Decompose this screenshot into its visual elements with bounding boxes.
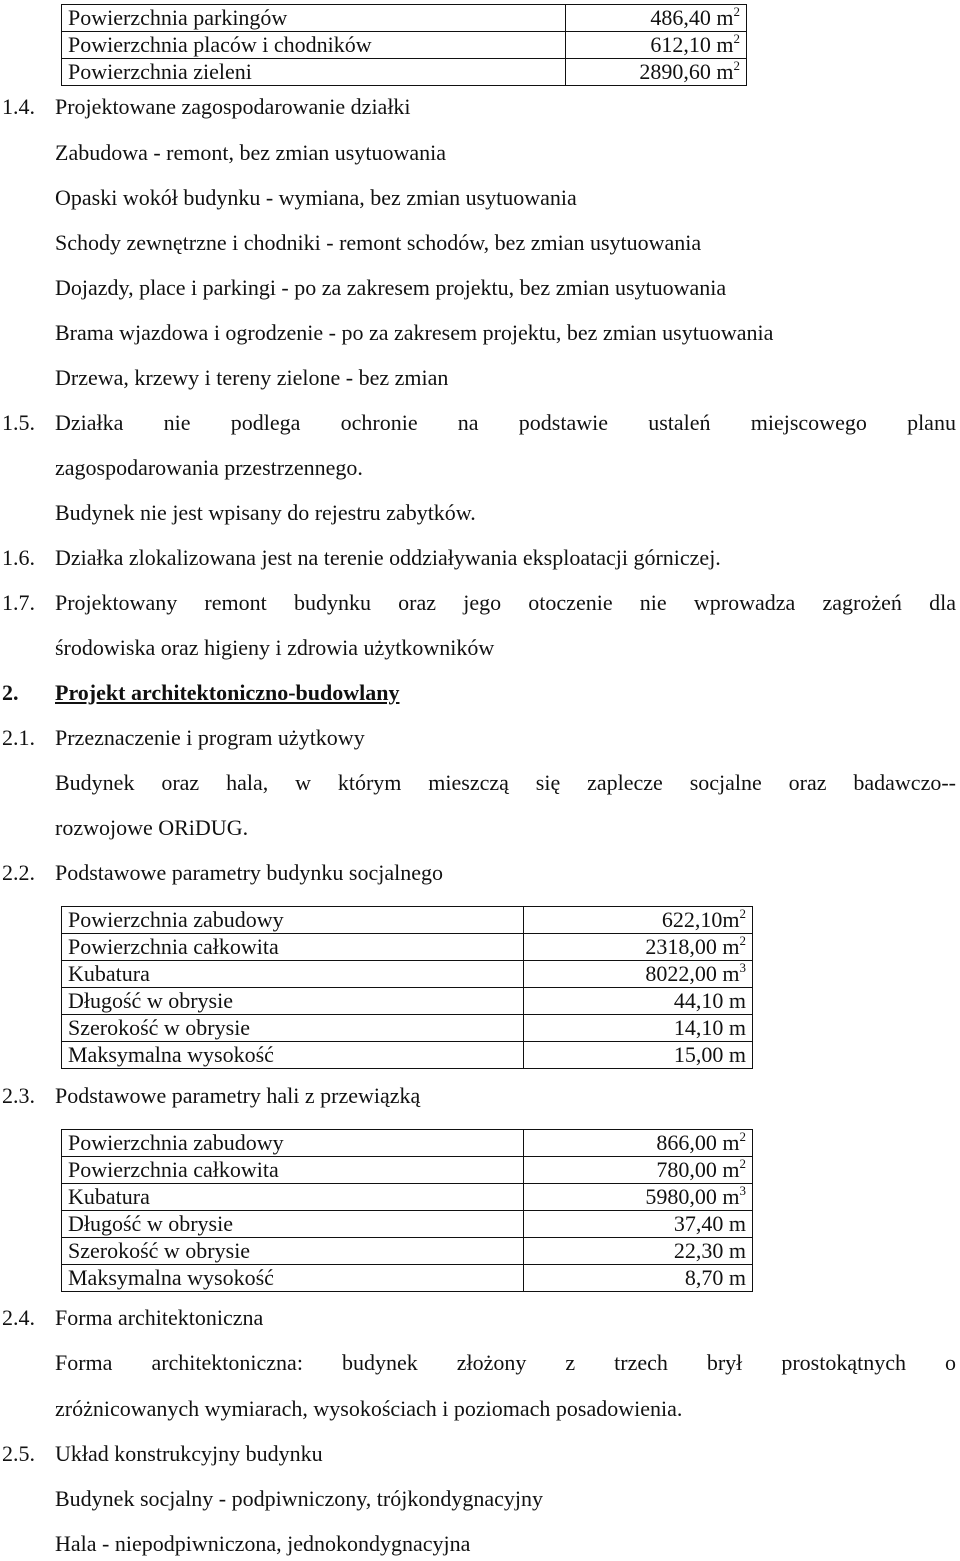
table-row xyxy=(62,961,753,988)
word: Budynek xyxy=(55,770,135,795)
word: się xyxy=(535,770,561,795)
word: zagrożeń xyxy=(822,590,902,615)
parameter-value xyxy=(523,1265,752,1292)
unit-exponent: 3 xyxy=(739,1183,746,1198)
word: planu xyxy=(907,410,956,435)
word: oraz xyxy=(398,590,436,615)
table-row xyxy=(62,1184,753,1211)
parameter-value xyxy=(523,1015,752,1042)
word: ustaleń xyxy=(648,410,711,435)
parameter-label: Kubatura xyxy=(62,961,524,988)
section-number: 2.2. xyxy=(2,860,35,885)
word: oraz xyxy=(161,770,200,795)
unit-exponent: 2 xyxy=(733,4,740,19)
parameter-value xyxy=(566,5,747,32)
value-text: 2318,00 m xyxy=(645,934,740,959)
value-text: 622,10m xyxy=(661,907,740,932)
parameter-value xyxy=(523,907,752,934)
word: o xyxy=(944,1350,956,1375)
section-number: 2.5. xyxy=(2,1441,35,1466)
section-number: 2.4. xyxy=(2,1305,35,1330)
unit-exponent: 3 xyxy=(739,960,746,975)
value-text: 486,40 m xyxy=(650,5,734,30)
list-item: Dojazdy, place i parkingi - po za zakresem projektu, bez zmian usytuowania xyxy=(55,275,727,300)
parameter-label: Kubatura xyxy=(62,1184,524,1211)
word: Działka xyxy=(55,410,124,435)
word: mieszczą xyxy=(428,770,509,795)
parameter-label: Powierzchnia zabudowy xyxy=(62,1130,524,1157)
word: hala, xyxy=(226,770,269,795)
word: remont xyxy=(204,590,267,615)
word: miejscowego xyxy=(750,410,867,435)
parameter-value xyxy=(523,1238,752,1265)
section-number: 2.3. xyxy=(2,1083,35,1108)
list-item: Zabudowa - remont, bez zmian usytuowania xyxy=(55,140,446,165)
plot-area-table xyxy=(61,4,747,86)
word: podlega xyxy=(230,410,301,435)
unit-exponent: 2 xyxy=(739,933,746,948)
parameter-label: Szerokość w obrysie xyxy=(62,1015,524,1042)
section-number: 1.6. xyxy=(2,545,35,570)
parameter-value xyxy=(523,961,752,988)
paragraph-line: Budynek nie jest wpisany do rejestru zabytków. xyxy=(55,500,476,525)
word: socjalne xyxy=(689,770,762,795)
table-row xyxy=(62,1238,753,1265)
table-row xyxy=(62,32,747,59)
unit-exponent: 2 xyxy=(739,906,746,921)
value-text: 8,70 m xyxy=(684,1265,746,1290)
value-text: 780,00 m xyxy=(656,1157,740,1182)
unit-exponent: 2 xyxy=(733,31,740,46)
section-title: Podstawowe parametry hali z przewiązką xyxy=(55,1083,421,1108)
unit-exponent: 2 xyxy=(733,58,740,73)
word: nie xyxy=(639,590,667,615)
hall-parameters-table xyxy=(61,1129,753,1292)
parameter-value xyxy=(523,1211,752,1238)
table-row xyxy=(62,1265,753,1292)
section-number: 1.4. xyxy=(2,94,35,119)
parameter-label: Powierzchnia placów i chodników xyxy=(62,32,566,59)
parameter-label: Powierzchnia parkingów xyxy=(62,5,566,32)
building-parameters-table xyxy=(61,906,753,1069)
value-text: 2890,60 m xyxy=(639,59,734,84)
section-number: 2.1. xyxy=(2,725,35,750)
parameter-value xyxy=(523,1042,752,1069)
parameter-value xyxy=(523,1130,752,1157)
table-row xyxy=(62,907,753,934)
justified-line xyxy=(55,772,956,794)
table-row xyxy=(62,1157,753,1184)
word: budynek xyxy=(341,1350,418,1375)
section-number: 1.5. xyxy=(2,410,35,435)
table-row xyxy=(62,1211,753,1238)
word: na xyxy=(457,410,479,435)
word: otoczenie xyxy=(528,590,613,615)
paragraph-line: zróżnicowanych wymiarach, wysokościach i poziomach posadowienia. xyxy=(55,1396,683,1421)
value-text: 22,30 m xyxy=(673,1238,746,1263)
chapter-title: Projekt architektoniczno-budowlany xyxy=(55,680,400,705)
list-item: Brama wjazdowa i ogrodzenie - po za zakresem projektu, bez zmian usytuowania xyxy=(55,320,774,345)
table-row xyxy=(62,988,753,1015)
paragraph-line: Budynek socjalny - podpiwniczony, trójkondygnacyjny xyxy=(55,1486,543,1511)
table-row xyxy=(62,1130,753,1157)
parameter-value xyxy=(523,1184,752,1211)
word: którym xyxy=(337,770,402,795)
word: ochronie xyxy=(340,410,418,435)
table-row xyxy=(62,934,753,961)
paragraph-line: rozwojowe ORiDUG. xyxy=(55,815,249,840)
parameter-value xyxy=(566,32,747,59)
word: Forma xyxy=(55,1350,113,1375)
table-row xyxy=(62,59,747,86)
list-item: Schody zewnętrzne i chodniki - remont schodów, bez zmian usytuowania xyxy=(55,230,702,255)
word: oraz xyxy=(788,770,827,795)
parameter-label: Maksymalna wysokość xyxy=(62,1265,524,1292)
parameter-value xyxy=(523,934,752,961)
parameter-label: Długość w obrysie xyxy=(62,1211,524,1238)
parameter-label: Długość w obrysie xyxy=(62,988,524,1015)
word: brył xyxy=(706,1350,743,1375)
list-item: Drzewa, krzewy i tereny zielone - bez zmian xyxy=(55,365,449,390)
word: budynku xyxy=(293,590,371,615)
justified-line xyxy=(55,592,956,614)
unit-exponent: 2 xyxy=(739,1156,746,1171)
table-row xyxy=(62,5,747,32)
section-number: 1.7. xyxy=(2,590,35,615)
word: nie xyxy=(163,410,191,435)
section-number: 2. xyxy=(2,680,19,705)
section-title: Forma architektoniczna xyxy=(55,1305,264,1330)
paragraph-line: Hala - niepodpiwniczona, jednokondygnacyjna xyxy=(55,1531,471,1556)
parameter-label: Powierzchnia zabudowy xyxy=(62,907,524,934)
value-text: 866,00 m xyxy=(656,1130,740,1155)
word: w xyxy=(295,770,311,795)
word: zaplecze xyxy=(587,770,663,795)
parameter-value xyxy=(523,1157,752,1184)
parameter-label: Powierzchnia całkowita xyxy=(62,1157,524,1184)
word: wprowadza xyxy=(693,590,796,615)
value-text: 14,10 m xyxy=(673,1015,746,1040)
value-text: 15,00 m xyxy=(673,1042,746,1067)
parameter-label: Maksymalna wysokość xyxy=(62,1042,524,1069)
section-title: Przeznaczenie i program użytkowy xyxy=(55,725,365,750)
value-text: 44,10 m xyxy=(673,988,746,1013)
table-row xyxy=(62,1015,753,1042)
parameter-value xyxy=(566,59,747,86)
value-text: 612,10 m xyxy=(650,32,734,57)
parameter-label: Powierzchnia zieleni xyxy=(62,59,566,86)
justified-line xyxy=(55,1352,956,1374)
justified-line xyxy=(55,412,956,434)
paragraph-line: środowiska oraz higieny i zdrowia użytkowników xyxy=(55,635,495,660)
value-text: 5980,00 m xyxy=(645,1184,740,1209)
unit-exponent: 2 xyxy=(739,1129,746,1144)
word: dla xyxy=(929,590,956,615)
parameter-value xyxy=(523,988,752,1015)
word: Projektowany xyxy=(55,590,178,615)
word: architektoniczna: xyxy=(151,1350,303,1375)
section-title: Układ konstrukcyjny budynku xyxy=(55,1441,323,1466)
section-title: Projektowane zagospodarowanie działki xyxy=(55,94,411,119)
word: z xyxy=(565,1350,576,1375)
parameter-label: Szerokość w obrysie xyxy=(62,1238,524,1265)
word: prostokątnych xyxy=(781,1350,906,1375)
list-item: Opaski wokół budynku - wymiana, bez zmian usytuowania xyxy=(55,185,577,210)
word: badawczo-- xyxy=(853,770,956,795)
parameter-label: Powierzchnia całkowita xyxy=(62,934,524,961)
paragraph-line: zagospodarowania przestrzennego. xyxy=(55,455,363,480)
section-title: Podstawowe parametry budynku socjalnego xyxy=(55,860,443,885)
word: jego xyxy=(463,590,502,615)
table-row xyxy=(62,1042,753,1069)
word: trzech xyxy=(614,1350,668,1375)
value-text: 8022,00 m xyxy=(645,961,740,986)
paragraph-line: Działka zlokalizowana jest na terenie oddziaływania eksploatacji górniczej. xyxy=(55,545,721,570)
word: złożony xyxy=(456,1350,527,1375)
word: podstawie xyxy=(518,410,608,435)
value-text: 37,40 m xyxy=(673,1211,746,1236)
